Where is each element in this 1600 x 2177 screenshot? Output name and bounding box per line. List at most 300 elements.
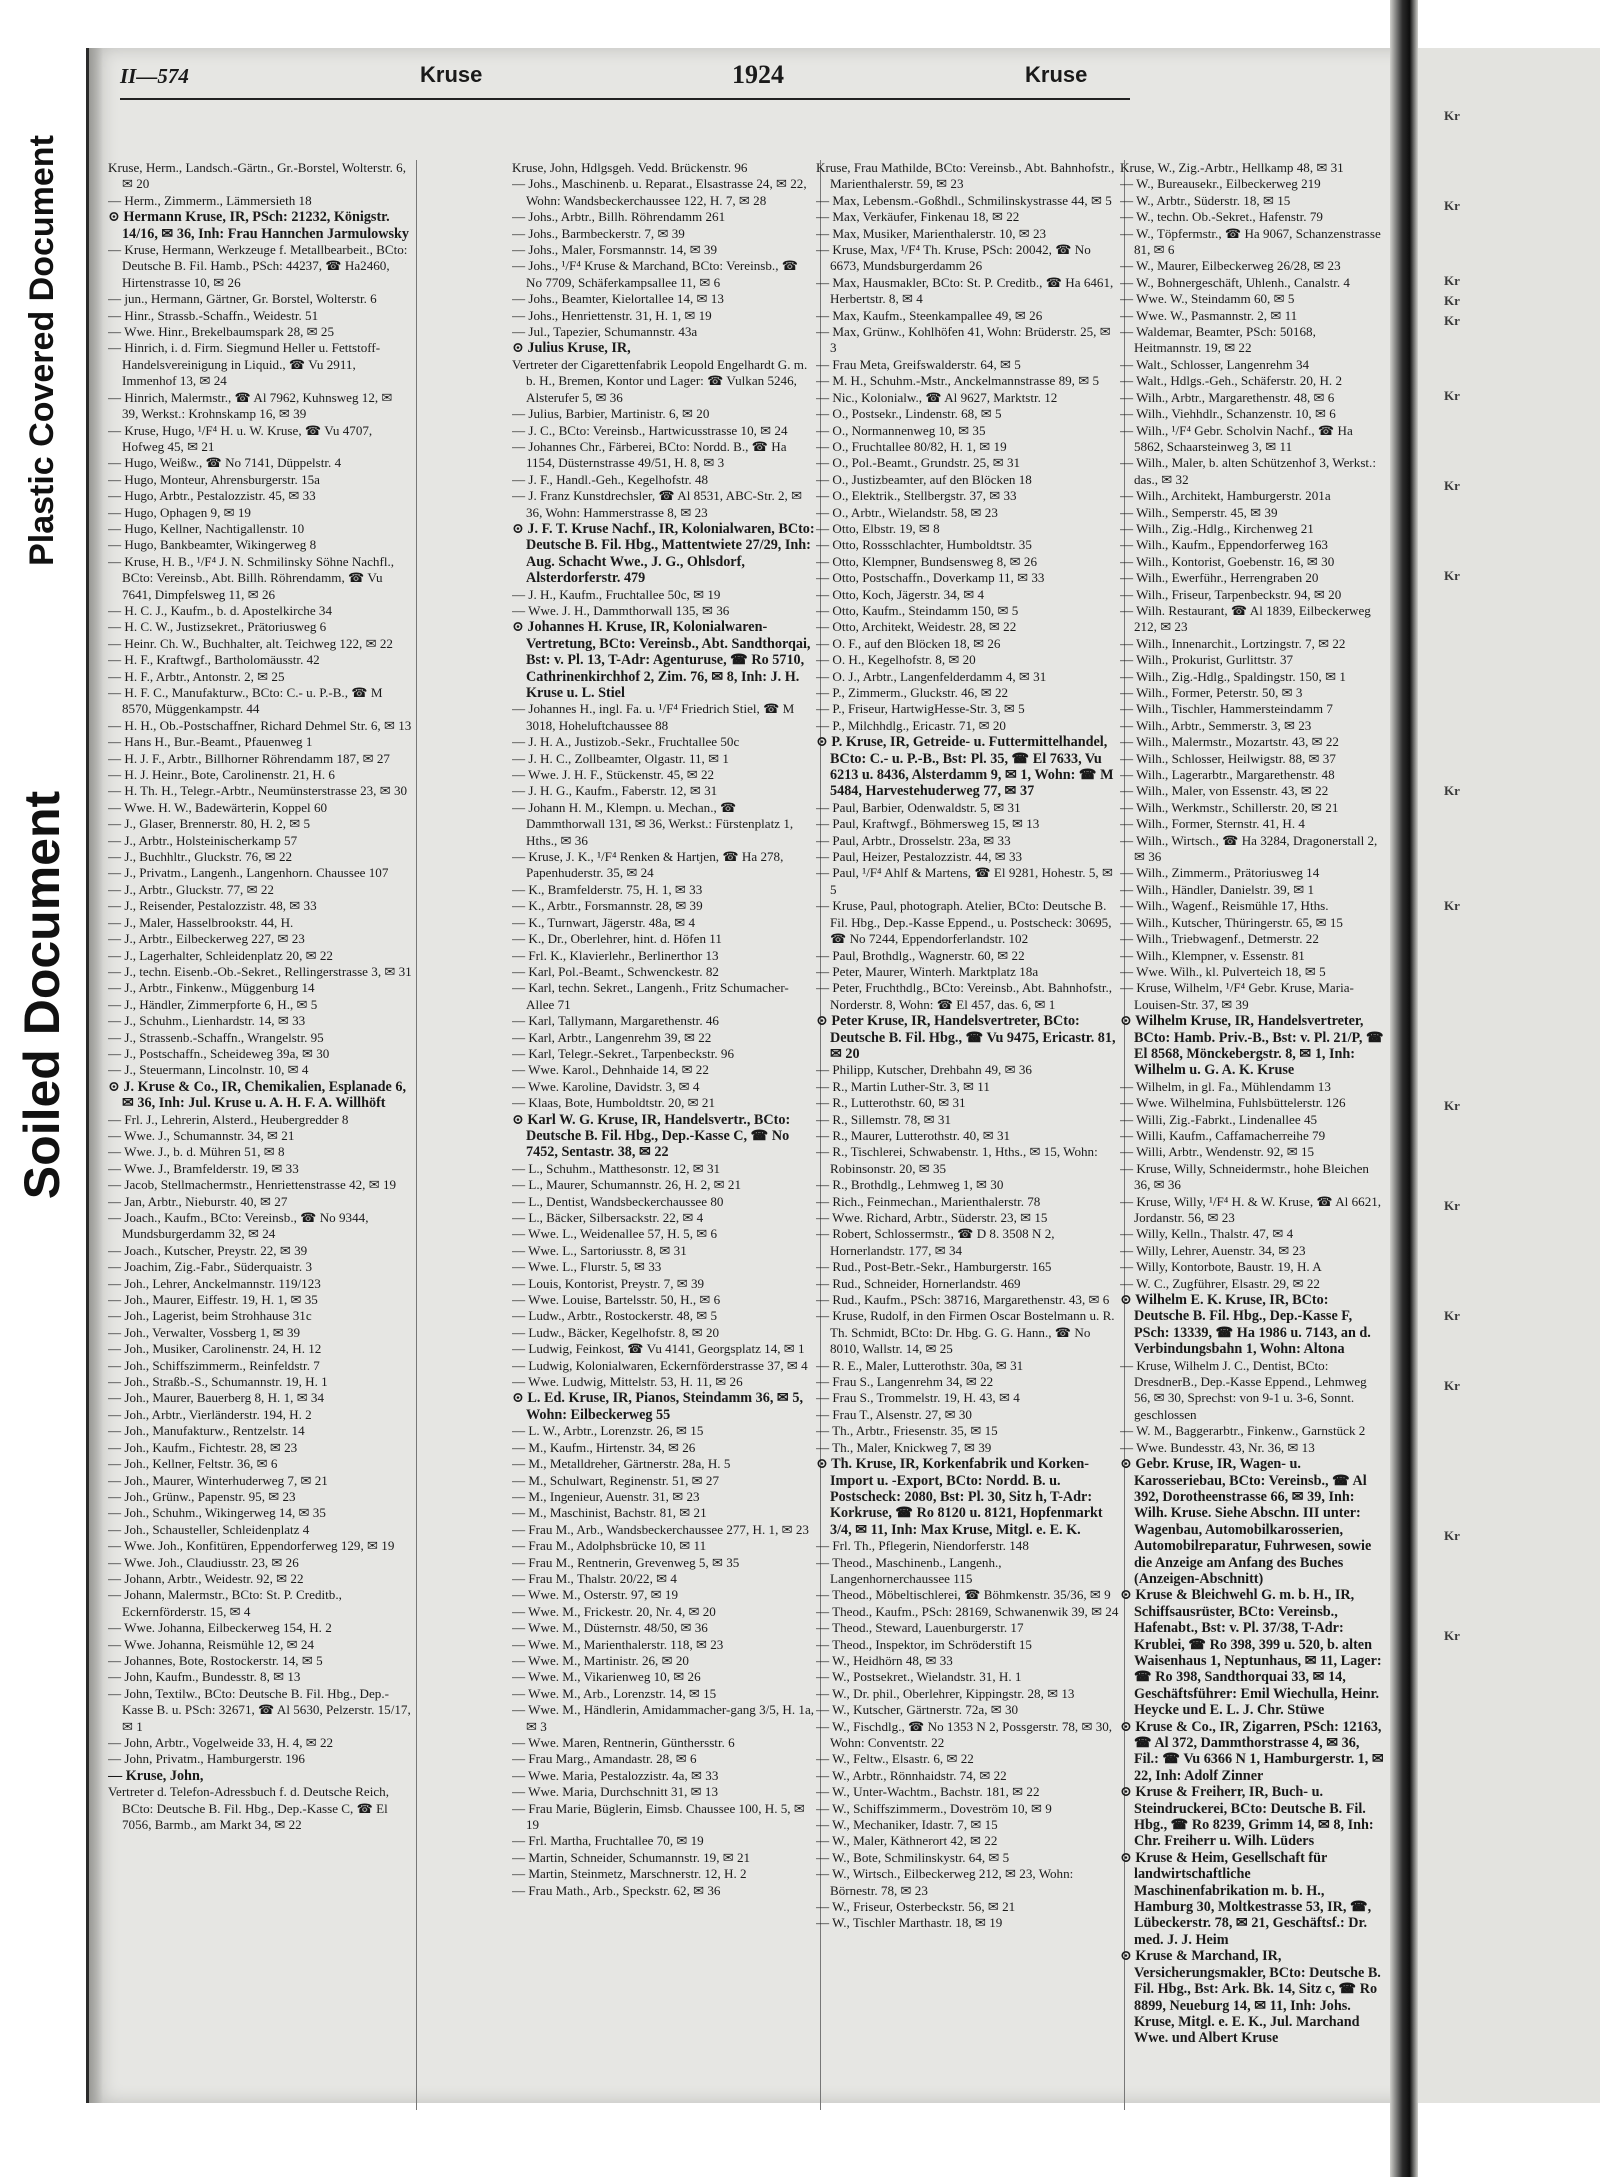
directory-entry: — Jan, Arbtr., Nieburstr. 40, ✉ 27 (108, 1193, 288, 1209)
directory-entry: — J. H., Kaufm., Fruchtallee 50c, ✉ 19 (512, 586, 721, 602)
directory-entry: — Willy, Kelln., Thalstr. 47, ✉ 4 (1120, 1226, 1294, 1242)
directory-entry: — Otto, Klempner, Bundsensweg 8, ✉ 26 (816, 553, 1038, 569)
directory-entry: — O. F., auf den Blöcken 18, ✉ 26 (816, 635, 1001, 651)
directory-entry: — Wwe. Wilh., kl. Pulverteich 18, ✉ 5 (1120, 963, 1326, 979)
directory-entry: — Johann H. M., Klempn. u. Mechan., ☎ Dammthorwall 131, ✉ 36, Werkst.: Fürstenplatz 1, Hths., ✉ 36 (512, 799, 794, 848)
directory-entry: — W., Maler, Käthnerort 42, ✉ 22 (816, 1833, 998, 1849)
directory-entry: — Rich., Feinmechan., Marienthalerstr. 78 (816, 1193, 1041, 1209)
directory-entry: — Frl. J., Lehrerin, Alsterd., Heubergredder 8 (108, 1111, 349, 1127)
directory-entry: — Joh., Kellner, Feltstr. 36, ✉ 6 (108, 1456, 278, 1472)
directory-entry: — Kruse, Paul, photograph. Atelier, BCto: Deutsche B. Fil. Hbg., Dep.-Kasse Eppend., u. Postscheck: 30695, ☎ No 7244, Eppendorferlandstr. 102 (816, 898, 1112, 947)
directory-entry: — Otto, Koch, Jägerstr. 34, ✉ 4 (816, 586, 985, 602)
facing-page-fragment: Kr (1444, 313, 1460, 328)
directory-entry: — Willy, Kontorbote, Baustr. 19, H. A (1120, 1259, 1322, 1275)
directory-entry: — Joh., Lehrer, Anckelmannstr. 119/123 (108, 1275, 321, 1291)
directory-entry: — J., Steuermann, Lincolnstr. 10, ✉ 4 (108, 1062, 309, 1078)
directory-entry: — J. C., BCto: Vereinsb., Hartwicusstrasse 10, ✉ 24 (512, 422, 788, 438)
firm-entry: ⊙ L. Ed. Kruse, IR, Pianos, Steindamm 36, ✉ 5, Wohn: Eilbeckerweg 55 (512, 1390, 804, 1423)
directory-entry: — Johs., Maschinenb. u. Reparat., Elsastrasse 24, ✉ 22, Wohn: Wandsbeckerchaussee 122, H. 7, ✉ 28 (512, 176, 807, 208)
directory-entry: — Wwe. M., Osterstr. 97, ✉ 19 (512, 1587, 679, 1603)
directory-entry: — Wilh., ¹/F⁴ Gebr. Scholvin Nachf., ☎ Ha 5862, Schaarsteinweg 3, ✉ 11 (1120, 422, 1353, 454)
directory-entry: — Otto, Architekt, Weidestr. 28, ✉ 22 (816, 619, 1017, 635)
directory-entry: — Joach., Kaufm., BCto: Vereinsb., ☎ No 9344, Mundsburgerdamm 32, ✉ 24 (108, 1210, 369, 1242)
directory-entry: — W., Fischdlg., ☎ No 1353 N 2, Possgerstr. 78, ✉ 30, Wohn: Conventstr. 22 (816, 1718, 1113, 1750)
directory-entry: — Wilh., Ewerführ., Herrengraben 20 (1120, 570, 1319, 586)
directory-entry: — Wwe. W., Steindamm 60, ✉ 5 (1120, 291, 1295, 307)
directory-entry: — R. E., Maler, Lutterothstr. 30a, ✉ 31 (816, 1357, 1024, 1373)
directory-entry: — Frl. Martha, Fruchtallee 70, ✉ 19 (512, 1833, 704, 1849)
directory-entry: — Paul, Barbier, Odenwaldstr. 5, ✉ 31 (816, 799, 1021, 815)
directory-entry: — Wwe. M., Martinistr. 26, ✉ 20 (512, 1652, 689, 1668)
directory-entry: — Johannes, Bote, Rostockerstr. 14, ✉ 5 (108, 1652, 323, 1668)
directory-entry: — Joh., Maurer, Bauerberg 8, H. 1, ✉ 34 (108, 1390, 325, 1406)
directory-entry: — H. F. C., Manufakturw., BCto: C.- u. P.-B., ☎ M 8570, Müggenkampstr. 44 (108, 685, 383, 717)
directory-entry: — Johannes H., ingl. Fa. u. ¹/F⁴ Friedrich Stiel, ☎ M 3018, Hoheluftchaussee 88 (512, 701, 795, 733)
left-running-head: Kruse (420, 62, 483, 87)
directory-entry: — H. F., Arbtr., Antonstr. 2, ✉ 25 (108, 668, 285, 684)
page-header (120, 58, 1130, 100)
firm-entry: ⊙ Karl W. G. Kruse, IR, Handelsvertr., BCto: Deutsche B. Fil. Hbg., Dep.-Kasse C, ☎ No 7452, Sentastr. 38, ✉ 22 (512, 1111, 791, 1161)
directory-entry: — Paul, ¹/F⁴ Ahlf & Martens, ☎ El 9281, Hohestr. 5, ✉ 5 (816, 865, 1113, 897)
directory-entry: — Wilh., Former, Peterstr. 50, ✉ 3 (1120, 685, 1303, 700)
directory-entry: — Joh., Schiffszimmerm., Reinfeldstr. 7 (108, 1357, 320, 1373)
directory-entry: Kruse, Herm., Landsch.-Gärtn., Gr.-Borstel, Wolterstr. 6, ✉ 20 (108, 160, 406, 192)
directory-entry: — Max, Grünw., Kohlhöfen 41, Wohn: Brüderstr. 25, ✉ 3 (816, 324, 1111, 356)
directory-entry: — Theod., Möbeltischlerei, ☎ Böhmkenstr. 35/36, ✉ 9 (816, 1587, 1111, 1603)
directory-entry: — Frau S., Trommelstr. 19, H. 43, ✉ 4 (816, 1390, 1020, 1406)
directory-entry: — Wilh., Wagenf., Reismühle 17, Hths. (1120, 898, 1329, 914)
directory-entry: — Wilh., Prokurist, Gurlittstr. 37 (1120, 652, 1294, 668)
directory-entry: — Frau T., Alsenstr. 27, ✉ 30 (816, 1406, 972, 1422)
facing-page-fragment: Kr (1444, 293, 1460, 308)
book-gutter (1390, 0, 1418, 2177)
directory-entry: — Max, Musiker, Marienthalerstr. 10, ✉ 23 (816, 225, 1047, 241)
directory-entry: — Robert, Schlossermstr., ☎ D 8. 3508 N 2, Hornerlandstr. 177, ✉ 34 (816, 1226, 1055, 1258)
directory-entry: — Wwe. W., Pasmannstr. 2, ✉ 11 (1120, 307, 1298, 323)
directory-entry: — Wwe. Karoline, Davidstr. 3, ✉ 4 (512, 1078, 700, 1094)
directory-entry: — Otto, Kaufm., Steindamm 150, ✉ 5 (816, 602, 1019, 618)
directory-entry: — Karl, Telegr.-Sekret., Tarpenbeckstr. 96 (512, 1045, 735, 1061)
directory-entry: — Kruse, Hermann, Werkzeuge f. Metallbearbeit., BCto: Deutsche B. Fil. Hamb., PSch: 44237, ☎ Ha2460, Hirtenstrasse 10, ✉ 26 (108, 242, 408, 290)
directory-entry: Vertreter d. Telefon-Adressbuch f. d. Deutsche Reich, BCto: Deutsche B. Fil. Hbg., Dep.-Kasse C, ☎ El 7056, Barmb., am Markt 34, ✉ 22 (108, 1784, 389, 1833)
directory-entry: — Ludw., Arbtr., Rostockerstr. 48, ✉ 5 (512, 1308, 718, 1324)
directory-entry: — Wwe. J. H., Dammthorwall 135, ✉ 36 (512, 602, 730, 618)
directory-entry: — Wwe. L., Sartoriusstr. 8, ✉ 31 (512, 1242, 687, 1258)
firm-entry: ⊙ Julius Kruse, IR, (512, 340, 631, 357)
directory-entry: — J., Arbtr., Gluckstr. 77, ✉ 22 (108, 881, 274, 897)
directory-entry: — Frl. Th., Pflegerin, Niendorferstr. 148 (816, 1538, 1029, 1554)
directory-entry: — Peter, Maurer, Winterh. Marktplatz 18a (816, 963, 1039, 979)
directory-entry: — Johs., Barmbeckerstr. 7, ✉ 39 (512, 225, 685, 241)
directory-column-3 (816, 160, 1125, 2110)
directory-entry: — J., Schuhm., Lienhardstr. 14, ✉ 33 (108, 1013, 306, 1029)
directory-entry: — W., Bote, Schmilinskystr. 64, ✉ 5 (816, 1849, 1010, 1865)
directory-entry: — Wwe. Louise, Bartelsstr. 50, H., ✉ 6 (512, 1292, 721, 1308)
directory-entry: — Johann, Malermstr., BCto: St. P. Creditb., Eckernförderstr. 15, ✉ 4 (108, 1587, 342, 1619)
directory-column-1 (108, 160, 417, 2110)
facing-page-fragment: Kr (1444, 1528, 1460, 1543)
directory-entry: — Joh., Grünw., Papenstr. 95, ✉ 23 (108, 1488, 296, 1504)
directory-entry: — O., Pol.-Beamt., Grundstr. 25, ✉ 31 (816, 455, 1021, 471)
directory-entry: — Willy, Lehrer, Auenstr. 34, ✉ 23 (1120, 1242, 1306, 1258)
directory-entry: — Wilh., Arbtr., Semmerstr. 3, ✉ 23 (1120, 717, 1312, 733)
directory-entry: — W., Bureausekr., Eilbeckerweg 219 (1120, 176, 1321, 192)
plastic-covered-label (8, 90, 76, 610)
directory-entry: — Ludw., Bäcker, Kegelhofstr. 8, ✉ 20 (512, 1324, 720, 1340)
directory-entry: — J., Arbtr., Finkenw., Müggenburg 14 (108, 980, 315, 996)
directory-entry: — L., Dentist, Wandsbeckerchaussee 80 (512, 1193, 724, 1209)
directory-column-2 (512, 160, 821, 2110)
directory-entry: — W., Wirtsch., Eilbeckerweg 212, ✉ 23, Wohn: Börnestr. 78, ✉ 23 (816, 1866, 1074, 1898)
directory-entry: — John, Kaufm., Bundesstr. 8, ✉ 13 (108, 1669, 301, 1685)
directory-entry: — Joh., Arbtr., Vierländerstr. 194, H. 2 (108, 1406, 312, 1422)
directory-entry: — Wwe. M., Vikarienweg 10, ✉ 26 (512, 1669, 701, 1685)
directory-entry: — Wilh. Restaurant, ☎ Al 1839, Eilbeckerweg 212, ✉ 23 (1120, 602, 1371, 635)
directory-entry: — R., Tischlerei, Schwabenstr. 1, Hths., ✉ 15, Wohn: Robinsonstr. 20, ✉ 35 (816, 1144, 1098, 1176)
soiled-document-label-text: Soiled Document (14, 790, 70, 1200)
facing-page-fragment: Kr (1444, 1308, 1460, 1323)
firm-entry: ⊙ Kruse & Bleichwehl G. m. b. H., IR, Schiffsausrüster, BCto: Vereinsb., Hafenabt., Bst: v. Pl. 37/38, T-Adr: Krublei, ☎ Ro 398, 399 u. 520, b. alten Waisenhaus 1, Neptunhaus, ✉ 11, Lager: ☎ Ro 398, Sandthorquai 33, ✉ 14, Geschäftsführer: Emil Wiechulla, Heinr. Heycke und E. L. J. Chr. Stüwe (1120, 1587, 1382, 1719)
directory-entry: — Wilh., Kaufm., Eppendorferweg 163 (1120, 537, 1328, 553)
directory-entry: — J., Reisender, Pestalozzistr. 48, ✉ 33 (108, 898, 317, 914)
directory-entry: — Max, Kaufm., Steenkampallee 49, ✉ 26 (816, 307, 1043, 323)
facing-page-fragment: Kr (1444, 108, 1460, 123)
directory-entry: — L., Maurer, Schumannstr. 26, H. 2, ✉ 21 (512, 1177, 742, 1193)
directory-entry: — W., Kutscher, Gärtnerstr. 72a, ✉ 30 (816, 1702, 1019, 1718)
directory-entry: — Hugo, Arbtr., Pestalozzistr. 45, ✉ 33 (108, 488, 316, 504)
directory-entry: — Wwe. Maren, Rentnerin, Günthersstr. 6 (512, 1735, 735, 1750)
directory-entry: — Frau Meta, Greifswalderstr. 64, ✉ 5 (816, 356, 1021, 372)
directory-entry: — Wwe. J., b. d. Mühren 51, ✉ 8 (108, 1144, 285, 1160)
directory-entry: — J. H. G., Kaufm., Faberstr. 12, ✉ 31 (512, 783, 718, 799)
directory-entry: — Joh., Manufakturw., Rentzelstr. 14 (108, 1423, 305, 1439)
directory-entry: — Wwe. J. H. F., Stückenstr. 45, ✉ 22 (512, 767, 715, 783)
firm-entry: ⊙ Wilhelm E. K. Kruse, IR, BCto: Deutsche B. Fil. Hbg., Dep.-Kasse F, PSch: 13339, ☎ Ha 1986 u. 7143, an d. Verbindungsbahn 1, Wohn: Altona (1120, 1292, 1371, 1358)
directory-entry: — Joachim, Zig.-Fabr., Süderquaistr. 3 (108, 1259, 313, 1275)
directory-entry: — W., Unter-Wachtm., Bachstr. 181, ✉ 22 (816, 1784, 1040, 1800)
directory-entry: Kruse, W., Zig.-Arbtr., Hellkamp 48, ✉ 31 (1120, 160, 1344, 175)
directory-entry: — Joh., Musiker, Carolinenstr. 24, H. 12 (108, 1341, 322, 1357)
directory-entry: — Kruse, Wilhelm J. C., Dentist, BCto: DresdnerB., Dep.-Kasse Eppend., Lehmweg 56, ✉ 30, Sprechst: von 9-1 u. 3-6, Sonnt. geschlossen (1120, 1357, 1367, 1422)
directory-entry: — Rud., Post-Betr.-Sekr., Hamburgerstr. 165 (816, 1259, 1052, 1275)
directory-entry: — Wwe. L., Weidenallee 57, H. 5, ✉ 6 (512, 1226, 718, 1242)
firm-entry: ⊙ Wilhelm Kruse, IR, Handelsvertreter, BCto: Hamb. Priv.-B., Bst: v. Pl. 21/P, ☎ El 8568, Mönckebergstr. 8, ✉ 1, Inh: Wilhelm u. G. A. K. Kruse (1120, 1013, 1384, 1079)
directory-entry: — O., Elektrik., Stellbergstr. 37, ✉ 33 (816, 488, 1017, 504)
directory-entry: — Joach., Kutscher, Preystr. 22, ✉ 39 (108, 1242, 308, 1258)
directory-entry: — Wwe. Joh., Claudiusstr. 23, ✉ 26 (108, 1554, 299, 1570)
directory-entry: — Kruse, Max, ¹/F⁴ Th. Kruse, PSch: 20042, ☎ No 6673, Mundsburgerdamm 26 (816, 242, 1091, 274)
firm-entry: ⊙ J. F. T. Kruse Nachf., IR, Kolonialwaren, BCto: Deutsche B. Fil. Hbg., Mattentwiete 27/29, Inh: Aug. Schacht Wwe., J. G., Ohlsdorf, Alsterdorferstr. 479 (512, 520, 815, 587)
directory-entry: — Kruse, Wilhelm, ¹/F⁴ Gebr. Kruse, Maria-Louisen-Str. 37, ✉ 39 (1120, 980, 1354, 1012)
directory-entry: — J. Franz Kunstdrechsler, ☎ Al 8531, ABC-Str. 2, ✉ 36, Wohn: Hammerstrasse 8, ✉ 23 (512, 488, 803, 520)
directory-entry: — W. C., Zugführer, Elsastr. 29, ✉ 22 (1120, 1275, 1320, 1291)
directory-entry: — Wilh., Zimmerm., Prätoriusweg 14 (1120, 865, 1320, 881)
directory-entry: — Wwe. J., Schumannstr. 34, ✉ 21 (108, 1127, 295, 1143)
directory-entry: — Johs., ¹/F⁴ Kruse & Marchand, BCto: Vereinsb., ☎ No 7709, Schäferkampsallee 11, ✉ 6 (512, 258, 799, 290)
directory-entry: — J., Arbtr., Holsteinischerkamp 57 (108, 832, 298, 848)
directory-entry: — Jacob, Stellmachermstr., Henriettenstrasse 42, ✉ 19 (108, 1177, 397, 1193)
directory-entry: — J. F., Handl.-Geh., Kegelhofstr. 48 (512, 471, 709, 487)
directory-entry: — Wilh., Innenarchit., Lortzingstr. 7, ✉ 22 (1120, 635, 1346, 651)
directory-entry: — O. J., Arbtr., Langenfelderdamm 4, ✉ 31 (816, 668, 1047, 684)
directory-entry: — Joh., Lagerist, beim Strohhause 31c (108, 1308, 312, 1324)
directory-entry: — Hugo, Monteur, Ahrensburgerstr. 15a (108, 471, 320, 487)
directory-entry: — Wwe. Hinr., Brekelbaumspark 28, ✉ 25 (108, 324, 335, 340)
directory-entry: — Frau Marg., Amandastr. 28, ✉ 6 (512, 1751, 697, 1767)
directory-entry: — Rud., Kaufm., PSch: 38716, Margarethenstr. 43, ✉ 6 (816, 1292, 1110, 1308)
directory-entry: — Wwe. Wilhelmina, Fuhlsbüttelerstr. 126 (1120, 1095, 1346, 1111)
directory-entry: — Wilh., Wirtsch., ☎ Ha 3284, Dragonerstall 2, ✉ 36 (1120, 832, 1378, 865)
directory-entry: — K., Bramfelderstr. 75, H. 1, ✉ 33 (512, 881, 703, 897)
directory-entry: — Wilh., Werkmstr., Schillerstr. 20, ✉ 21 (1120, 799, 1339, 815)
firm-entry: ⊙ Kruse & Heim, Gesellschaft für landwirtschaftliche Maschinenfabrikation m. b. H., Hamburg 30, Moltkestrasse 53, IR, ☎, Lübeckerstr. 78, ✉ 21, Geschäftsf.: Dr. med. J. J. Heim (1120, 1849, 1372, 1948)
facing-page-fragment: Kr (1444, 1628, 1460, 1643)
directory-entry: — Wilh., Friseur, Tarpenbeckstr. 94, ✉ 20 (1120, 586, 1342, 602)
firm-entry: ⊙ Kruse & Co., IR, Zigarren, PSch: 12163, ☎ Al 372, Dammthorstrasse 4, ✉ 36, Fil.: ☎ Vu 6366 N 1, Hamburgerstr. 1, ✉ 22, Inh: Adolf Zinner (1120, 1718, 1384, 1784)
directory-entry: — Waldemar, Beamter, PSch: 50168, Heitmannstr. 19, ✉ 22 (1120, 324, 1316, 356)
directory-entry: — J., Lagerhalter, Schleidenplatz 20, ✉ 22 (108, 947, 333, 963)
directory-entry: — John, Textilw., BCto: Deutsche B. Fil. Hbg., Dep.-Kasse B. u. PSch: 32671, ☎ Al 5630, Pelzerstr. 15/17, ✉ 1 (108, 1685, 411, 1734)
directory-entry: — Joh., Kaufm., Fichtestr. 28, ✉ 23 (108, 1439, 298, 1455)
directory-entry: Kruse, Frau Mathilde, BCto: Vereinsb., Abt. Bahnhofstr., Marienthalerstr. 59, ✉ 23 (816, 160, 1115, 192)
directory-entry: — Klaas, Bote, Humboldtstr. 20, ✉ 21 (512, 1095, 716, 1111)
directory-entry: — Paul, Brothdlg., Wagnerstr. 60, ✉ 22 (816, 947, 1025, 963)
directory-entry: — W., Arbtr., Rönnhaidstr. 74, ✉ 22 (816, 1767, 1007, 1783)
directory-entry: — Hinrich, i. d. Firm. Siegmund Heller u. Fettstoff-Handelsvereinigung in Liquid., ☎ Vu 2911, Immenhof 13, ✉ 24 (108, 340, 381, 389)
directory-entry: — J., Arbtr., Eilbeckerweg 227, ✉ 23 (108, 931, 305, 947)
directory-entry: — Wwe. Karol., Dehnhaide 14, ✉ 22 (512, 1062, 709, 1078)
directory-entry: — W., Arbtr., Süderstr. 18, ✉ 15 (1120, 192, 1291, 208)
directory-entry: — Wwe. Johanna, Reismühle 12, ✉ 24 (108, 1636, 315, 1652)
directory-entry: — R., Brothdlg., Lehmweg 1, ✉ 30 (816, 1177, 1004, 1193)
directory-entry: — Johs., Henriettenstr. 31, H. 1, ✉ 19 (512, 307, 712, 323)
directory-entry: — Wwe. Joh., Konfitüren, Eppendorferweg 129, ✉ 19 (108, 1538, 395, 1554)
adjacent-page-edge (1418, 48, 1600, 2103)
directory-entry: — Philipp, Kutscher, Drehbahn 49, ✉ 36 (816, 1062, 1032, 1078)
directory-entry: — Otto, Postschaffn., Doverkamp 11, ✉ 33 (816, 570, 1045, 586)
directory-entry: Vertreter der Cigarettenfabrik Leopold Engelhardt G. m. b. H., Bremen, Kontor und Lager: ☎ Vulkan 5246, Alsterufer 5, ✉ 36 (512, 356, 808, 405)
directory-entry: — Wwe. Maria, Pestalozzistr. 4a, ✉ 33 (512, 1767, 719, 1783)
directory-entry: — Wwe. M., Düsternstr. 48/50, ✉ 36 (512, 1620, 708, 1636)
facing-page-fragment: Kr (1444, 273, 1460, 288)
directory-entry: — J., Buchhltr., Gluckstr. 76, ✉ 22 (108, 849, 293, 865)
firm-entry: ⊙ Johannes H. Kruse, IR, Kolonialwaren-Vertretung, BCto: Vereinsb., Abt. Sandthorqai, Bst: v. Pl. 13, T-Adr: Agenturuse, ☎ Ro 5710, Cathrinenkirchhof 2, Zim. 76, ✉ 8, Inh: J. H. Kruse u. L. Stiel (512, 619, 811, 701)
directory-entry: — W., Friseur, Osterbeckstr. 56, ✉ 21 (816, 1899, 1016, 1915)
directory-entry: — Wilh., Klempner, v. Essenstr. 81 (1120, 947, 1305, 963)
directory-entry: — Frau Marie, Büglerin, Eimsb. Chaussee 100, H. 5, ✉ 19 (512, 1800, 805, 1833)
directory-entry: — Max, Verkäufer, Finkenau 18, ✉ 22 (816, 209, 1020, 225)
directory-entry: — W., Bohnergeschäft, Uhlenh., Canalstr. 4 (1120, 274, 1350, 290)
directory-entry: — H. J. F., Arbtr., Billhorner Röhrendamm 187, ✉ 27 (108, 750, 390, 766)
directory-entry: — Paul, Arbtr., Drosselstr. 23a, ✉ 33 (816, 832, 1011, 848)
facing-page-fragment: Kr (1444, 1098, 1460, 1113)
directory-entry: — O., Arbtr., Wielandstr. 58, ✉ 23 (816, 504, 998, 520)
directory-entry: — H. Th. H., Telegr.-Arbtr., Neumünsterstrasse 23, ✉ 30 (108, 783, 408, 799)
directory-entry: — L. W., Arbtr., Lorenzstr. 26, ✉ 15 (512, 1423, 704, 1439)
directory-entry: — Wilh., Triebwagenf., Detmerstr. 22 (1120, 931, 1319, 947)
directory-entry: — Joh., Maurer, Eiffestr. 19, H. 1, ✉ 35 (108, 1292, 318, 1308)
directory-entry: — Wilh., Tischler, Hammersteindamm 7 (1120, 701, 1333, 717)
directory-entry: — Wilh., Maler, von Essenstr. 43, ✉ 22 (1120, 783, 1329, 799)
directory-entry: — L., Schuhm., Matthesonstr. 12, ✉ 31 (512, 1160, 721, 1176)
directory-entry: — Wwe. Johanna, Eilbeckerweg 154, H. 2 (108, 1620, 332, 1636)
facing-page-fragment: Kr (1444, 198, 1460, 213)
directory-entry: — Martin, Schneider, Schumannstr. 19, ✉ 21 (512, 1849, 751, 1865)
directory-entry: — H. C. J., Kaufm., b. d. Apostelkirche 34 (108, 602, 333, 618)
directory-entry: — Nic., Kolonialw., ☎ Al 9627, Marktstr. 12 (816, 389, 1058, 405)
directory-entry: — Frau M., Thalstr. 20/22, ✉ 4 (512, 1570, 677, 1586)
directory-entry: — H. H., Ob.-Postschaffner, Richard Dehmel Str. 6, ✉ 13 (108, 717, 412, 733)
directory-entry: — O., Postsekr., Lindenstr. 68, ✉ 5 (816, 406, 1002, 422)
directory-entry: — O., Normannenweg 10, ✉ 35 (816, 422, 986, 438)
directory-entry: — Hans H., Bur.-Beamt., Pfauenweg 1 (108, 734, 313, 750)
directory-entry: — L., Bäcker, Silbersackstr. 22, ✉ 4 (512, 1210, 704, 1225)
facing-page-fragment: Kr (1444, 898, 1460, 913)
directory-entry: — O., Fruchtallee 80/82, H. 1, ✉ 19 (816, 438, 1007, 454)
firm-entry: ⊙ Th. Kruse, IR, Korkenfabrik und Korken-Import u. -Export, BCto: Nordd. B. u. Postscheck: 2080, Bst: Pl. 30, Sitz h, T-Adr: Korkruse, ☎ Ro 8120 u. 8121, Hopfenmarkt 3/4, ✉ 11, Inh: Max Kruse, Mitgl. e. E. K. (816, 1456, 1103, 1538)
directory-entry: — Joh., Maurer, Winterhuderweg 7, ✉ 21 (108, 1472, 328, 1488)
directory-entry: — W., techn. Ob.-Sekret., Hafenstr. 79 (1120, 209, 1323, 225)
directory-entry: — Wwe. Ludwig, Mittelstr. 53, H. 11, ✉ 26 (512, 1374, 743, 1390)
directory-entry: — Kruse, Willy, Schneidermstr., hohe Bleichen 36, ✉ 36 (1120, 1160, 1369, 1193)
directory-entry: — Wilh., Schlosser, Heilwigstr. 88, ✉ 37 (1120, 750, 1336, 766)
directory-entry: — Kruse, Rudolf, in den Firmen Oscar Bostelmann u. R. Th. Schmidt, BCto: Dr. Hbg. G. G. Hann., ☎ No 8010, Wallstr. 14, ✉ 25 (816, 1308, 1115, 1357)
directory-entry: — Kruse, Hugo, ¹/F⁴ H. u. W. Kruse, ☎ Vu 4707, Hofweg 45, ✉ 21 (108, 422, 373, 454)
directory-entry: — Wwe. L., Flurstr. 5, ✉ 33 (512, 1259, 662, 1275)
directory-entry: — Wwe. M., Händlerin, Amidammacher-gang 3/5, H. 1a, ✉ 3 (512, 1702, 815, 1734)
directory-entry: — Wwe. Richard, Arbtr., Süderstr. 23, ✉ 15 (816, 1210, 1048, 1225)
facing-page-fragment: Kr (1444, 568, 1460, 583)
directory-entry: — Wilh., Semperstr. 45, ✉ 39 (1120, 504, 1278, 520)
directory-entry: — Willi, Zig.-Fabrkt., Lindenallee 45 (1120, 1111, 1318, 1127)
page-number: II—574 (120, 64, 189, 88)
directory-entry: — Peter, Fruchthdlg., BCto: Vereinsb., Abt. Bahnhofstr., Norderstr. 8, Wohn: ☎ El 457, das. 6, ✉ 1 (816, 980, 1113, 1012)
directory-entry: — Hugo, Weißw., ☎ No 7141, Düppelstr. 4 (108, 455, 342, 471)
directory-entry: — Wilh., Arbtr., Margarethenstr. 48, ✉ 6 (1120, 389, 1335, 405)
directory-entry: — J., Postschaffn., Scheideweg 39a, ✉ 30 (108, 1045, 330, 1061)
facing-page-fragment: Kr (1444, 1198, 1460, 1213)
directory-entry: — Max, Hausmakler, BCto: St. P. Creditb., ☎ Ha 6461, Herbertstr. 8, ✉ 4 (816, 274, 1114, 307)
directory-entry: — W., Schiffszimmerm., Doveström 10, ✉ 9 (816, 1800, 1052, 1816)
directory-entry: — Wwe. Maria, Durchschnitt 31, ✉ 13 (512, 1784, 719, 1800)
firm-entry: — Kruse, John, (108, 1767, 204, 1784)
directory-entry: — K., Dr., Oberlehrer, hint. d. Höfen 11 (512, 931, 722, 947)
directory-entry: — Walt., Schlosser, Langenrehm 34 (1120, 356, 1310, 372)
directory-entry: — Wilh., Zig.-Hdlg., Kirchenweg 21 (1120, 520, 1314, 536)
directory-entry: — W. M., Baggerarbtr., Finkenw., Garnstück 2 (1120, 1423, 1366, 1439)
directory-column-4 (1120, 160, 1384, 2110)
directory-entry: — Frau M., Rentnerin, Grevenweg 5, ✉ 35 (512, 1554, 740, 1570)
directory-entry: — Kruse, J. K., ¹/F⁴ Renken & Hartjen, ☎ Ha 278, Papenhuderstr. 35, ✉ 24 (512, 849, 784, 881)
directory-entry: — Kruse, H. B., ¹/F⁴ J. N. Schmilinsky Söhne Nachfl., BCto: Vereinsb., Abt. Billh. Röhrendamm, ☎ Vu 7641, Dimpfelsweg 11, ✉ 26 (108, 553, 394, 602)
facing-page-fragment: Kr (1444, 783, 1460, 798)
directory-entry: — J., Strassenb.-Schaffn., Wrangelstr. 95 (108, 1029, 324, 1045)
firm-entry: ⊙ Hermann Kruse, IR, PSch: 21232, Königstr. 14/16, ✉ 36, Inh: Frau Hannchen Jarmulowsky (108, 209, 410, 242)
directory-entry: — K., Turnwart, Jägerstr. 48a, ✉ 4 (512, 914, 695, 930)
directory-entry: — Frau M., Arb., Wandsbeckerchaussee 277, H. 1, ✉ 23 (512, 1521, 809, 1537)
directory-entry: — Max, Lebensm.-Goßhdl., Schmilinskystrasse 44, ✉ 5 (816, 192, 1112, 208)
directory-entry: — John, Arbtr., Vogelweide 33, H. 4, ✉ 22 (108, 1735, 334, 1750)
directory-entry: — Johs., Arbtr., Billh. Röhrendamm 261 (512, 209, 726, 225)
directory-entry: — Willi, Arbtr., Wendenstr. 92, ✉ 15 (1120, 1144, 1315, 1160)
directory-entry: — Wwe. M., Frickestr. 20, Nr. 4, ✉ 20 (512, 1603, 716, 1619)
directory-entry: — Joh., Verwalter, Vossberg 1, ✉ 39 (108, 1324, 301, 1340)
directory-entry: — J., Händler, Zimmerpforte 6, H., ✉ 5 (108, 996, 318, 1012)
directory-entry: — Wilh., Händler, Danielstr. 39, ✉ 1 (1120, 881, 1315, 897)
directory-entry: — Otto, Elbstr. 19, ✉ 8 (816, 520, 940, 536)
directory-entry: — R., Lutterothstr. 60, ✉ 31 (816, 1095, 966, 1111)
directory-entry: — J., Privatm., Langenh., Langenhorn. Chaussee 107 (108, 865, 389, 881)
directory-entry: Kruse, John, Hdlgsgeh. Vedd. Brückenstr. 96 (512, 160, 748, 175)
directory-entry: — Wilh., Viehhdlr., Schanzenstr. 10, ✉ 6 (1120, 406, 1336, 422)
side-labels (0, 0, 82, 1720)
directory-entry: — W., Postsekret., Wielandstr. 31, H. 1 (816, 1669, 1022, 1685)
directory-entry: — P., Friseur, HartwigHesse-Str. 3, ✉ 5 (816, 701, 1025, 717)
directory-entry: — Th., Arbtr., Friesenstr. 35, ✉ 15 (816, 1423, 998, 1439)
directory-entry: — Wwe. J., Bramfelderstr. 19, ✉ 33 (108, 1160, 299, 1176)
directory-entry: — Heinr. Ch. W., Buchhalter, alt. Teichweg 122, ✉ 22 (108, 635, 393, 651)
directory-entry: — Paul, Kraftwgf., Böhmersweg 15, ✉ 13 (816, 816, 1040, 832)
directory-entry: — P., Milchhdlg., Ericastr. 71, ✉ 20 (816, 717, 1006, 733)
directory-entry: — Wilh., Kutscher, Thüringerstr. 65, ✉ 15 (1120, 914, 1343, 930)
directory-entry: — Wwe. M., Marienthalerstr. 118, ✉ 23 (512, 1636, 724, 1652)
directory-entry: — Hinrich, Malermstr., ☎ Al 7962, Kuhnsweg 12, ✉ 39, Werkst.: Krohnskamp 16, ✉ 39 (108, 389, 393, 422)
directory-entry: — W., Tischler Marthastr. 18, ✉ 19 (816, 1915, 1003, 1931)
directory-entry: — Ludwig, Kolonialwaren, Eckernförderstrasse 37, ✉ 4 (512, 1357, 808, 1373)
directory-entry: — Otto, Rossschlachter, Humboldtstr. 35 (816, 537, 1032, 553)
firm-entry: ⊙ Kruse & Freiherr, IR, Buch- u. Steindruckerei, BCto: Deutsche B. Fil. Hbg., ☎ Ro 8239, Grimm 14, ✉ 8, Inh: Chr. Freiherr u. Wilh. Lüders (1120, 1784, 1374, 1850)
directory-entry: — Frl. K., Klavierlehr., Berlinerthor 13 (512, 947, 719, 963)
firm-entry: ⊙ P. Kruse, IR, Getreide- u. Futtermittelhandel, BCto: C.- u. P.-B., Bst: Pl. 35, ☎ El 7633, Vu 6213 u. 8436, Alsterdamm 9, ✉ 1, Wohn: ☎ M 5484, Harvestehuderweg 77, ✉ 37 (816, 734, 1114, 800)
directory-entry: — Hinr., Strassb.-Schaffn., Weidestr. 51 (108, 307, 319, 323)
directory-entry: — Karl, Arbtr., Langenrehm 39, ✉ 22 (512, 1029, 712, 1045)
directory-entry: — Joh., Schausteller, Schleidenplatz 4 (108, 1521, 310, 1537)
directory-entry: — jun., Hermann, Gärtner, Gr. Borstel, Wolterstr. 6 (108, 291, 377, 307)
directory-entry: — W., Töpfermstr., ☎ Ha 9067, Schanzenstrasse 81, ✉ 6 (1120, 225, 1381, 258)
directory-entry: — O. H., Kegelhofstr. 8, ✉ 20 (816, 652, 976, 668)
directory-entry: — Joh., Schuhm., Wikingerweg 14, ✉ 35 (108, 1505, 326, 1521)
directory-entry: — Frau Math., Arb., Speckstr. 62, ✉ 36 (512, 1882, 721, 1898)
directory-entry: — Wilh., Kontorist, Goebenstr. 16, ✉ 30 (1120, 553, 1335, 569)
directory-entry: — W., Feltw., Elsastr. 6, ✉ 22 (816, 1751, 974, 1767)
directory-entry: — Martin, Steinmetz, Marschnerstr. 12, H. 2 (512, 1866, 747, 1882)
firm-entry: ⊙ Kruse & Marchand, IR, Versicherungsmakler, BCto: Deutsche B. Fil. Hbg., Bst: Ark. Bk. 14, Sitz c, ☎ Ro 8899, Neueburg 14, ✉ 11, Inh: Johs. Kruse, Mitgl. e. E. K., Jul. Marchand Wwe. und Albert Kruse (1120, 1948, 1381, 2047)
directory-year: 1924 (732, 60, 784, 89)
directory-entry: — Wilh., Maler, b. alten Schützenhof 3, Werkst.: das., ✉ 32 (1120, 455, 1376, 487)
soiled-document-label (8, 715, 76, 1275)
directory-entry: — Karl, Tallymann, Margarethenstr. 46 (512, 1013, 719, 1029)
directory-entry: — Herm., Zimmerm., Lämmersieth 18 (108, 192, 312, 208)
directory-entry: — M., Schulwart, Reginenstr. 51, ✉ 27 (512, 1472, 719, 1488)
directory-entry: — M. H., Schuhm.-Mstr., Anckelmannstrasse 89, ✉ 5 (816, 373, 1100, 389)
directory-entry: — Hugo, Kellner, Nachtigallenstr. 10 (108, 520, 305, 536)
directory-entry: — J., Maler, Hasselbrookstr. 44, H. (108, 914, 294, 930)
firm-entry: ⊙ J. Kruse & Co., IR, Chemikalien, Esplanade 6, ✉ 36, Inh: Jul. Kruse u. A. H. F. A. Willhöft (108, 1078, 407, 1112)
directory-entry: — H. J. Heinr., Bote, Carolinenstr. 21, H. 6 (108, 767, 335, 783)
directory-entry: — Karl, Pol.-Beamt., Schwenckestr. 82 (512, 963, 719, 979)
directory-entry: — M., Ingenieur, Auenstr. 31, ✉ 23 (512, 1488, 700, 1504)
directory-entry: — Joh., Straßb.-S., Schumannstr. 19, H. 1 (108, 1374, 328, 1390)
directory-entry: — Frau M., Adolphsbrücke 10, ✉ 11 (512, 1538, 707, 1554)
directory-entry: — Wilh., Lagerarbtr., Margarethenstr. 48 (1120, 767, 1335, 783)
directory-entry: — Kruse, Willy, ¹/F⁴ H. & W. Kruse, ☎ Al 6621, Jordanstr. 56, ✉ 23 (1120, 1193, 1382, 1225)
directory-entry: — W., Mechaniker, Idastr. 7, ✉ 15 (816, 1817, 998, 1833)
directory-entry: — Wilh., Malermstr., Mozartstr. 43, ✉ 22 (1120, 734, 1339, 750)
directory-entry: — Willi, Kaufm., Caffamacherreihe 79 (1120, 1127, 1326, 1143)
directory-entry: — R., Maurer, Lutterothstr. 40, ✉ 31 (816, 1127, 1011, 1143)
directory-entry: — Wwe. M., Arb., Lorenzstr. 14, ✉ 15 (512, 1685, 717, 1701)
directory-entry: — Louis, Kontorist, Preystr. 7, ✉ 39 (512, 1275, 705, 1291)
